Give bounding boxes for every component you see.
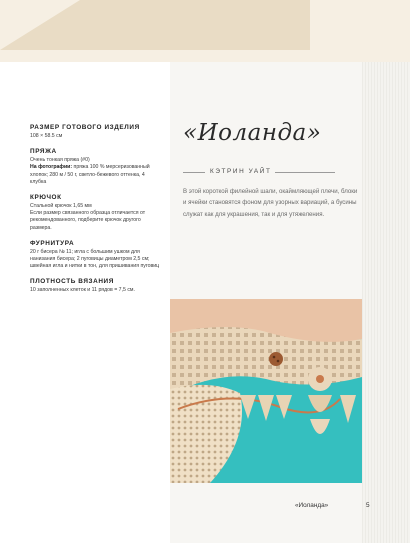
lace-shawl-photo [170, 299, 362, 483]
spec-bold-rest: пряжа 100 % мерсеризованный хлопок; 280 м / 50 г, светло-бежевого оттенка, 4 клубка [30, 164, 150, 185]
pattern-title: «Иоланда» [183, 120, 322, 146]
spec-text: Очень тонкая пряжа (#0) [30, 157, 90, 164]
spec-text: 108 × 58.5 см [30, 133, 63, 139]
author-name: КЭТРИН УАЙТ [210, 168, 272, 175]
spec-heading: ПЛОТНОСТЬ ВЯЗАНИЯ [30, 278, 114, 286]
spec-text: 20 г бисера № 11; игла с большим ушком для нанизания бисера; 2 пуговицы диаметром 2,5 см; швейная игла и нитки в тон, для пришивания пуговиц [30, 248, 160, 270]
spec-yarn [30, 148, 160, 186]
lace-shawl-illustration [170, 299, 362, 483]
spec-text: 10 заполненных клеток и 11 рядов = 7,5 см. [30, 287, 135, 294]
spec-notions [30, 240, 160, 271]
spec-text: Стальной крючок 1,65 мм [30, 203, 92, 210]
spec-finished-size [30, 124, 160, 140]
spec-gauge [30, 278, 160, 294]
spec-text: Если размер связанного образца отличается от рекомендованного, подберите крючок другого размера. [30, 210, 146, 231]
author-divider-right [275, 172, 335, 173]
intro-text: В этой короткой филейной шали, окаймляющей плечи, блоки и ячейки становятся фоном для узорных вариаций, а бусины служат как для украшения, так и для утяжеления. [183, 188, 358, 218]
header-band-corner [0, 0, 80, 50]
spec-hook [30, 194, 160, 232]
page-number: 5 [366, 502, 370, 509]
spec-heading: РАЗМЕР ГОТОВОГО ИЗДЕЛИЯ [30, 124, 140, 131]
spec-heading: ФУРНИТУРА [30, 239, 75, 247]
spec-text-photo [30, 164, 160, 186]
footer-title: «Иоланда» [295, 502, 329, 509]
author-divider-left [183, 172, 205, 173]
header-band [0, 0, 410, 62]
spec-heading: КРЮЧОК [30, 194, 62, 202]
button [269, 352, 283, 366]
spec-heading: ПРЯЖА [30, 148, 57, 156]
fabric-texture-band [362, 62, 410, 543]
spec-bold-label: На фотографии: [30, 164, 73, 171]
pattern-specs [30, 124, 160, 303]
